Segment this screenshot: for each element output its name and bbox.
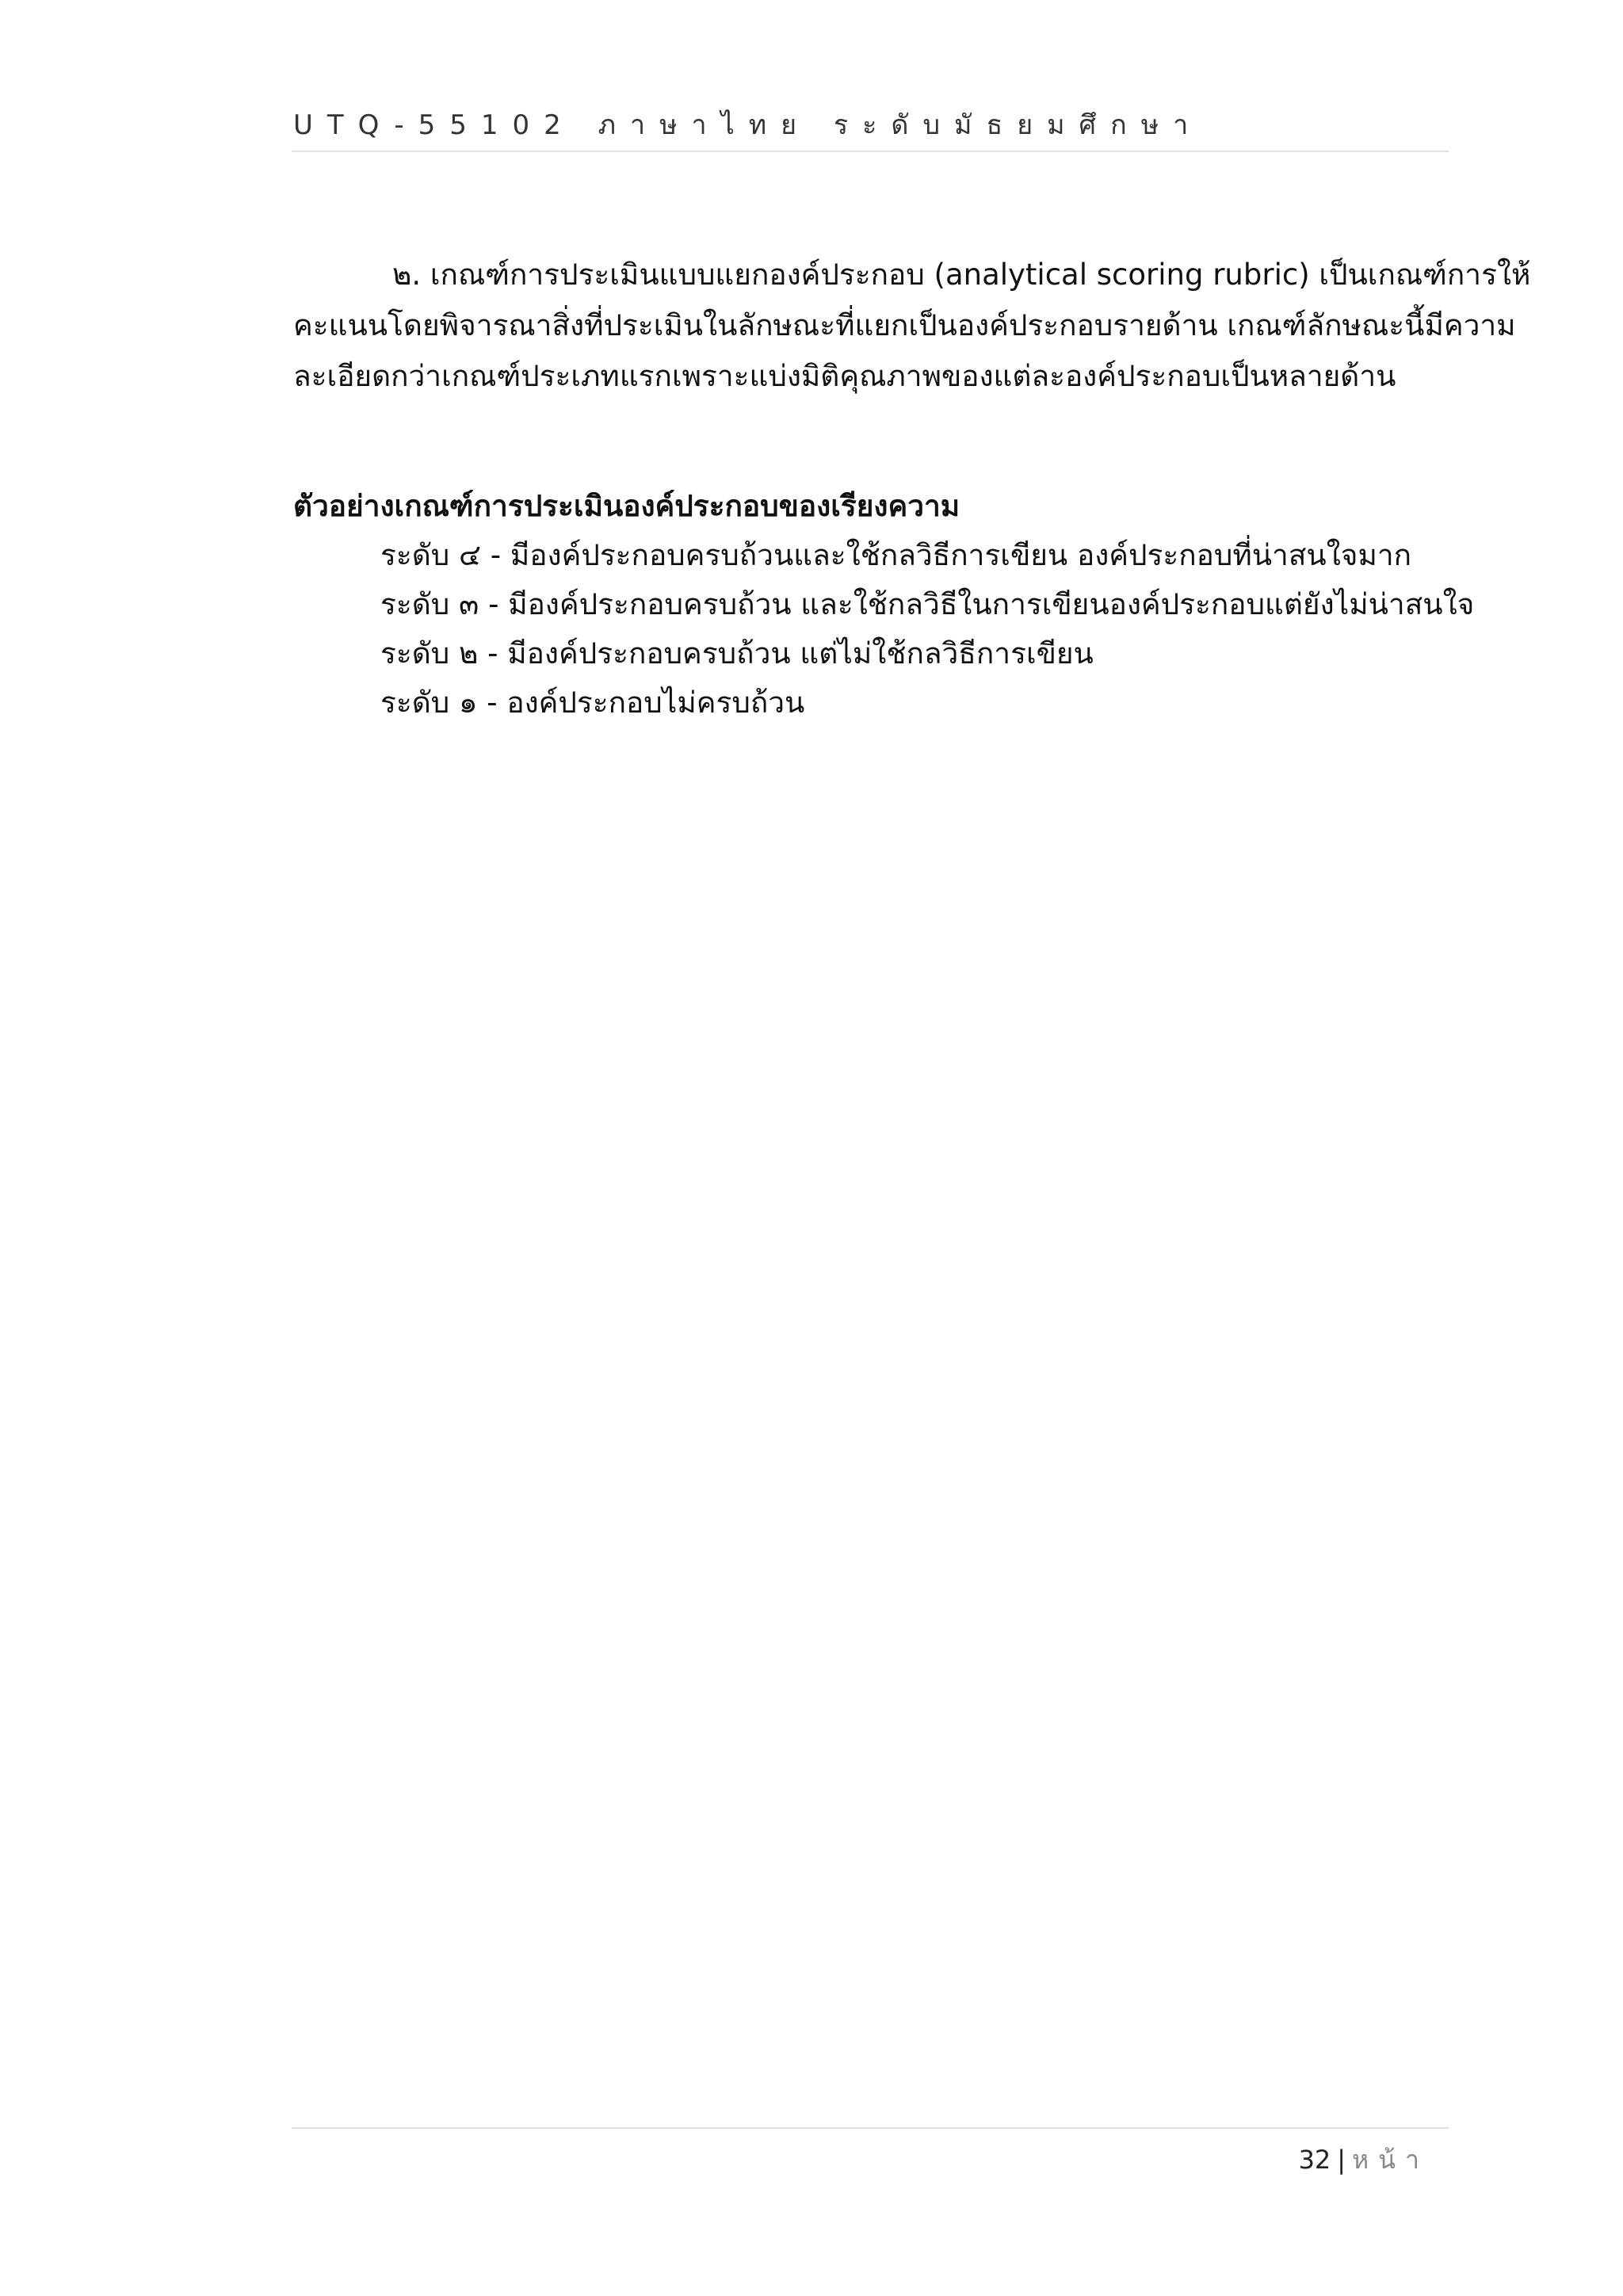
running-header: UTQ-55102 ภาษาไทย ระดับมัธยมศึกษา [293,109,1203,141]
page-footer [1299,2140,1429,2180]
header-divider [292,151,1449,152]
page-number: 32 [1298,2145,1331,2175]
rubric-level-item: ระดับ ๑ - องค์ประกอบไม่ครบถ้วน [380,686,805,720]
paragraph-line: ละเอียดกว่าเกณฑ์ประเภทแรกเพราะแบ่งมิติคุณภาพของแต่ละองค์ประกอบเป็นหลายด้าน [293,359,1396,393]
example-heading: ตัวอย่างเกณฑ์การประเมินองค์ประกอบของเรียงความ [293,489,960,523]
paragraph-line: คะแนนโดยพิจารณาสิ่งที่ประเมินในลักษณะที่แยกเป็นองค์ประกอบรายด้าน เกณฑ์ลักษณะนี้มีความ [293,308,1516,342]
rubric-level-list [380,531,1474,728]
footer-separator: | [1337,2145,1346,2175]
rubric-level-item: ระดับ ๓ - มีองค์ประกอบครบถ้วน และใช้กลวิธีในการเขียนองค์ประกอบแต่ยังไม่น่าสนใจ [380,587,1475,621]
rubric-level-item: ระดับ ๒ - มีองค์ประกอบครบถ้วน แต่ไม่ใช้กลวิธีการเขียน [380,636,1094,670]
body-paragraph [293,250,1531,402]
rubric-level-item: ระดับ ๔ - มีองค์ประกอบครบถ้วนและใช้กลวิธีการเขียน องค์ประกอบที่น่าสนใจมาก [380,538,1412,572]
footer-divider [292,2127,1449,2129]
page-label: หน้า [1352,2145,1429,2175]
paragraph-line: ๒. เกณฑ์การประเมินแบบแยกองค์ประกอบ (analytical scoring rubric) เป็นเกณฑ์การให้ [392,258,1531,292]
